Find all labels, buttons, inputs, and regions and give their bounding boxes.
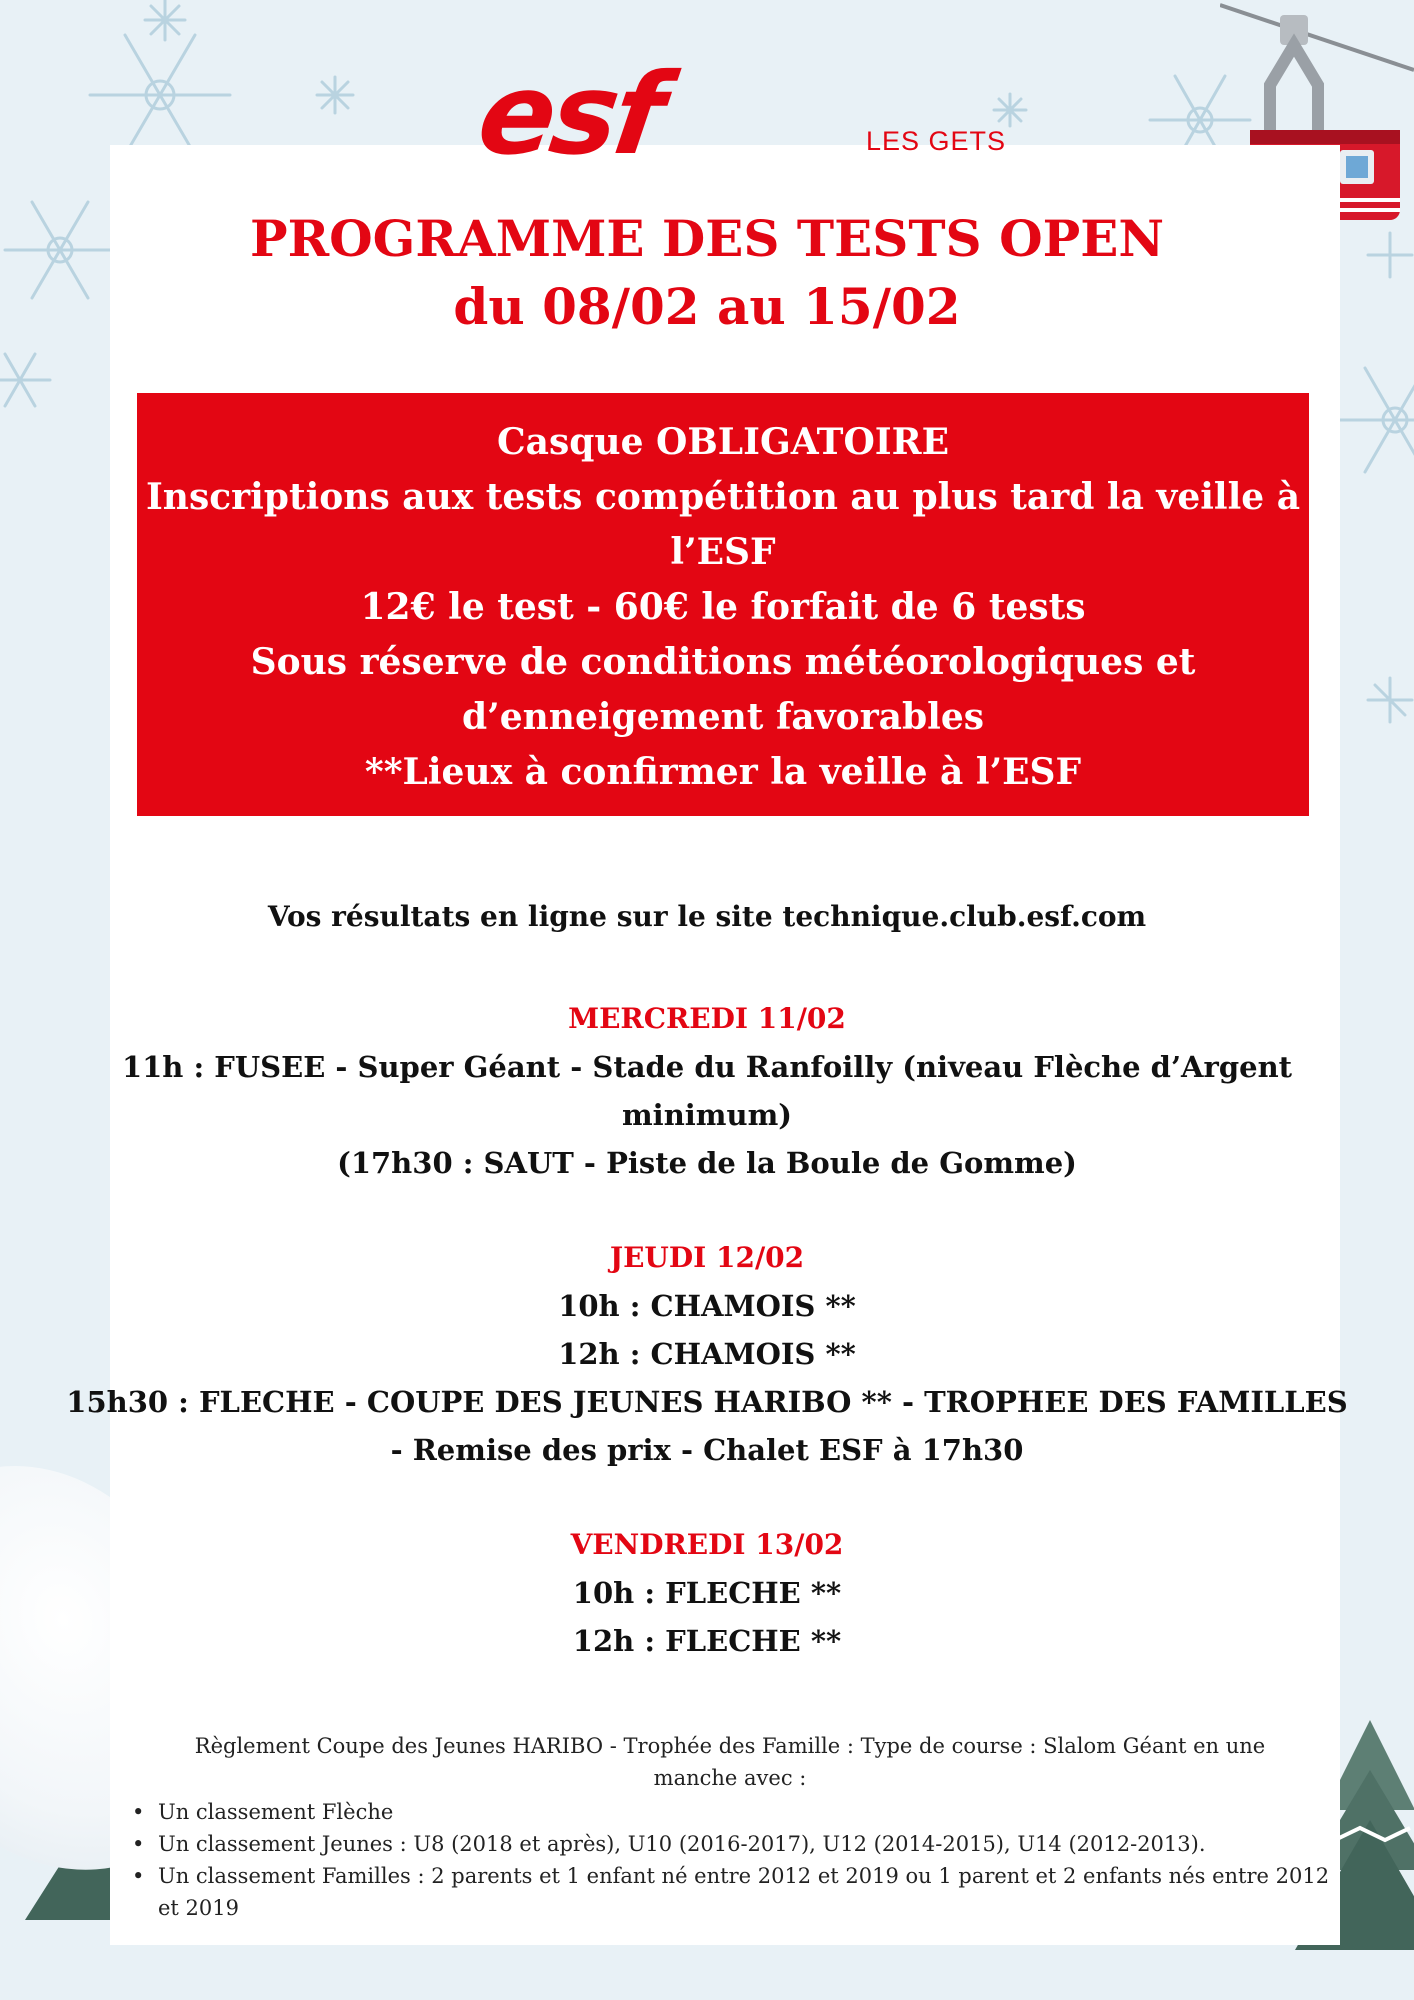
notice-line: 12€ le test - 60€ le forfait de 6 tests bbox=[360, 586, 1086, 628]
notice-line: Inscriptions aux tests compétition au plus tard la veille à bbox=[145, 476, 1301, 518]
day-title: MERCREDI 11/02 bbox=[568, 1002, 846, 1035]
notice-line: Casque OBLIGATOIRE bbox=[496, 421, 950, 463]
notice-line: l’ESF bbox=[670, 531, 776, 573]
schedule-line: 11h : FUSEE - Super Géant - Stade du Ranfoilly (niveau Flèche d’Argent bbox=[121, 1050, 1293, 1084]
schedule-line: 15h30 : FLECHE - COUPE DES JEUNES HARIBO ** - TROPHEE DES FAMILLES bbox=[66, 1385, 1348, 1419]
results-line: Vos résultats en ligne sur le site technique.club.esf.com bbox=[267, 900, 1147, 933]
schedule-line: 12h : FLECHE ** bbox=[572, 1624, 842, 1658]
day-block-thursday bbox=[0, 1234, 1414, 1474]
schedule-line: (17h30 : SAUT - Piste de la Boule de Gomme) bbox=[337, 1146, 1077, 1180]
logo-station-name: LES GETS bbox=[866, 126, 1007, 156]
title-dates: du 08/02 au 15/02 bbox=[453, 277, 961, 336]
rules-footer bbox=[130, 1730, 1330, 1924]
snowflake-icon bbox=[1335, 368, 1414, 472]
snowflake-icon bbox=[317, 77, 353, 113]
page-title bbox=[0, 205, 1414, 341]
schedule-line: - Remise des prix - Chalet ESF à 17h30 bbox=[390, 1433, 1024, 1467]
snowflake-icon bbox=[1368, 678, 1412, 722]
notice-box bbox=[137, 393, 1309, 816]
schedule-line: 10h : CHAMOIS ** bbox=[558, 1289, 856, 1323]
snowflake-icon bbox=[90, 35, 230, 155]
schedule-line: 10h : FLECHE ** bbox=[572, 1576, 842, 1610]
rules-list bbox=[130, 1796, 1330, 1924]
rules-bullet: • Un classement Jeunes : U8 (2018 et après), U10 (2016-2017), U12 (2014-2015), U14 (2012-2013). bbox=[130, 1828, 1330, 1860]
title-line: PROGRAMME DES TESTS OPEN bbox=[249, 209, 1165, 268]
schedule-line: minimum) bbox=[622, 1098, 792, 1132]
notice-line: Sous réserve de conditions météorologiques et bbox=[250, 641, 1196, 683]
notice-line: d’enneigement favorables bbox=[462, 696, 984, 738]
esf-logo bbox=[470, 50, 1040, 180]
notice-line: **Lieux à confirmer la veille à l’ESF bbox=[364, 751, 1082, 793]
rules-bullet: • Un classement Flèche bbox=[130, 1796, 1330, 1828]
schedule-line: 12h : CHAMOIS ** bbox=[558, 1337, 856, 1371]
snowflake-icon bbox=[0, 354, 50, 406]
day-block-wednesday bbox=[0, 995, 1414, 1187]
snowflake-icon bbox=[145, 0, 185, 40]
logo-wordmark: esf bbox=[470, 50, 669, 180]
day-title: VENDREDI 13/02 bbox=[570, 1528, 844, 1561]
rules-bullet: • Un classement Familles : 2 parents et 1 enfant né entre 2012 et 2019 ou 1 parent et 2 enfants nés entre 2012 et 2019 bbox=[130, 1860, 1330, 1924]
day-title: JEUDI 12/02 bbox=[609, 1241, 805, 1274]
rules-intro: Règlement Coupe des Jeunes HARIBO - Trophée des Famille : Type de course : Slalom Géant en une manche avec : bbox=[194, 1734, 1266, 1790]
day-block-friday bbox=[0, 1521, 1414, 1665]
